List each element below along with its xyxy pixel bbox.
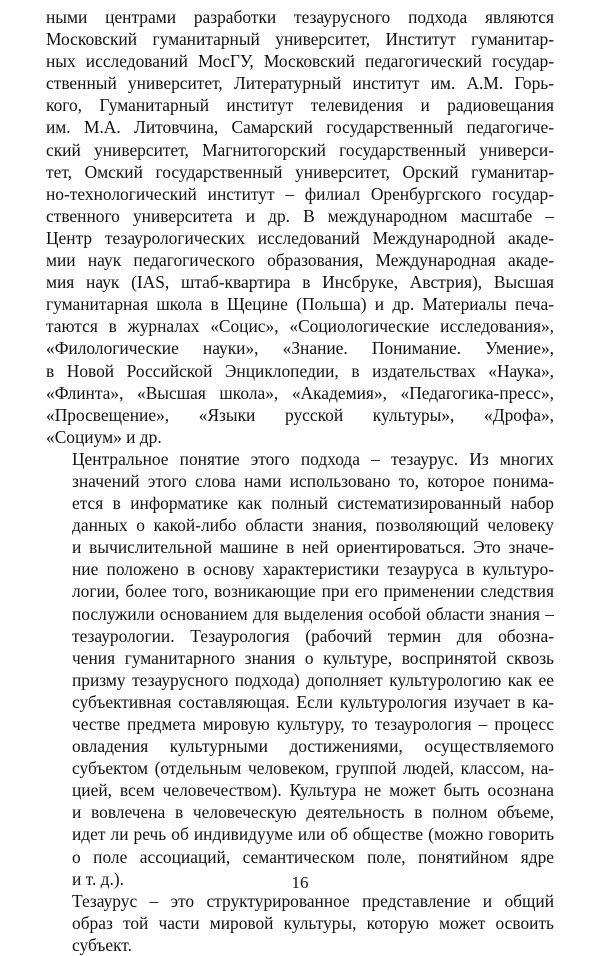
text-line: ский университет, Магнитогорский государственный универси- [46, 139, 554, 160]
text-line: таются в журналах «Социс», «Социологические исследования», [46, 316, 554, 337]
text-line: «Флинта», «Высшая школа», «Академия», «Педагогика-пресс», [46, 382, 554, 403]
text-line: субъект. [72, 934, 132, 955]
text-line: образ той части мировой культуры, которую может освоить [72, 912, 554, 933]
text-line: честве предмета мировую культуру, то тезаурология – процесс [72, 714, 554, 734]
page-number: 16 [291, 873, 309, 892]
paragraph [46, 890, 554, 956]
text-line: «Филологические науки», «Знание. Понимание. Умение», [46, 338, 554, 359]
text-line: и вычислительной машине в ней ориентироваться. Это значе- [72, 537, 554, 558]
paragraph [46, 448, 554, 890]
text-line: кого, Гуманитарный институт телевидения и радиовещания [46, 95, 554, 116]
text-line: ственный университет, Литературный институт им. А.М. Горь- [46, 73, 554, 94]
text-line: и т. д.). [72, 868, 124, 889]
text-line: мии наук педагогического образования, Международная акаде- [46, 250, 554, 271]
text-line: логии, более того, возникающие при его применении следствия [72, 581, 554, 602]
text-line: «Просвещение», «Языки русской культуры», «Дрофа», [46, 404, 554, 425]
text-line: ными центрами разработки тезаурусного подхода являются [46, 7, 554, 27]
text-line: «Социум» и др. [46, 426, 162, 447]
text-line: субъективная составляющая. Если культурология изучает в ка- [72, 691, 554, 712]
text-line: и вовлечена в человеческую деятельность в полном объеме, [72, 802, 554, 823]
text-line: Тезаурус – это структурированное представление и общий [72, 890, 554, 911]
text-line: данных о какой-либо области знания, позволяющий человеку [72, 515, 554, 536]
text-line: ственного университета и др. В международном масштабе – [46, 205, 554, 226]
text-line: идет ли речь об индивидууме или об обществе (можно говорить [72, 824, 554, 845]
text-line: ется в информатике как полный систематизированный набор [72, 493, 554, 514]
body-text [46, 6, 554, 956]
text-line: Центр тезаурологических исследований Международной акаде- [46, 227, 554, 248]
paragraph [46, 6, 554, 448]
text-line: овладения культурными достижениями, осуществляемого [72, 736, 554, 757]
text-line: в Новой Российской Энциклопедии, в издательствах «Наука», [46, 360, 554, 381]
text-line: ние положено в основу характеристики тезауруса в культуро- [72, 559, 554, 580]
text-line: ных исследований МосГУ, Московский педагогический государ- [46, 51, 554, 72]
text-line: им. М.А. Литовчина, Самарский государственный педагогиче- [46, 117, 554, 138]
text-line: тет, Омский государственный университет, Орский гуманитар- [46, 161, 554, 182]
text-line: Московский гуманитарный университет, Институт гуманитар- [46, 29, 554, 50]
text-line: тезаурологии. Тезаурология (рабочий термин для обозна- [72, 625, 554, 646]
text-line: но-технологический институт – филиал Оренбургского государ- [46, 183, 554, 204]
text-line: значений этого слова нами использовано то, которое понима- [72, 470, 554, 491]
text-line: цией, всем человечеством). Культура не может быть осознана [72, 780, 554, 801]
text-line: послужили основанием для выделения особой области знания – [72, 603, 554, 624]
text-line: гуманитарная школа в Щецине (Польша) и др. Материалы печа- [46, 294, 554, 315]
text-line: субъектом (отдельным человеком, группой людей, классом, на- [72, 758, 554, 779]
text-line: мия наук (IAS, штаб-квартира в Инсбруке, Австрия), Высшая [46, 272, 554, 293]
text-line: о поле ассоциаций, семантическом поле, понятийном ядре [72, 846, 554, 867]
text-line: призму тезаурусного подхода) дополняет культурологию как ее [72, 669, 554, 690]
text-line: чения гуманитарного знания о культуре, воспринятой сквозь [72, 647, 554, 668]
text-line: Центральное понятие этого подхода – тезаурус. Из многих [72, 448, 554, 469]
